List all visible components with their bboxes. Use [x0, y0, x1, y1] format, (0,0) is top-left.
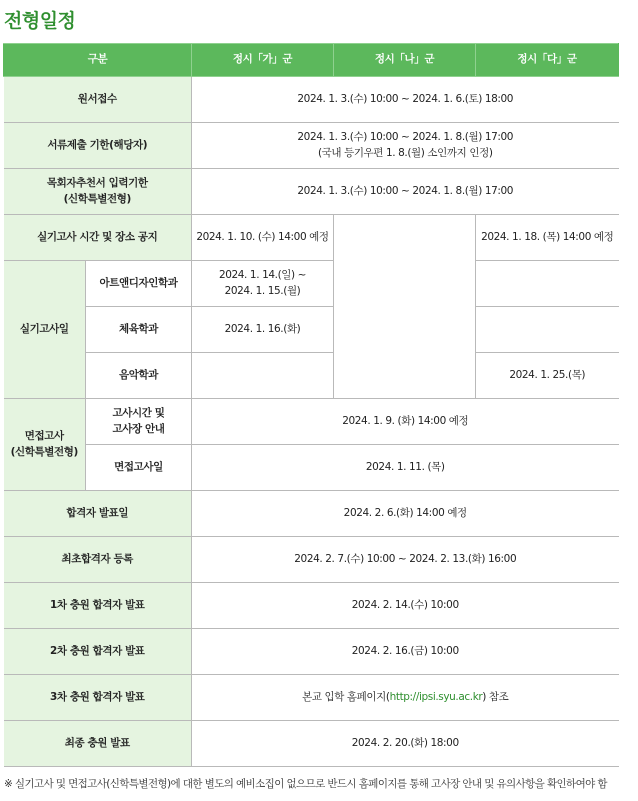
interview-notice-value: 2024. 1. 9. (화) 14:00 예정	[192, 399, 619, 445]
sub-label-interview-notice	[86, 399, 192, 445]
additional3-suffix: ) 참조	[482, 690, 509, 703]
row-label-practical-exam: 실기고사일	[4, 261, 86, 399]
interview-label-line2: (신학특별전형)	[10, 445, 78, 458]
pastor-label-line1: 목회자추천서 입력기한	[46, 177, 148, 190]
music-ga	[192, 353, 334, 399]
row-label-additional2: 2차 충원 합격자 발표	[4, 629, 192, 675]
sub-label-pe: 체육학과	[86, 307, 192, 353]
art-design-ga-line1: 2024. 1. 14.(일) ~	[218, 269, 307, 282]
pe-da	[476, 307, 619, 353]
header-ga: 정시「가」군	[192, 44, 334, 77]
homepage-link[interactable]: http://ipsi.syu.ac.kr	[389, 690, 483, 703]
row-label-additional3: 3차 충원 합격자 발표	[4, 675, 192, 721]
row-value-pastor: 2024. 1. 3.(수) 10:00 ~ 2024. 1. 8.(월) 17:00	[192, 169, 619, 215]
interview-day-value: 2024. 1. 11. (목)	[192, 445, 619, 491]
row-value-announcement: 2024. 2. 6.(화) 14:00 예정	[192, 491, 619, 537]
page-title: 전형일정	[4, 10, 76, 32]
row-label-application: 원서접수	[4, 77, 192, 123]
header-na: 정시「나」군	[334, 44, 476, 77]
practical-notice-da: 2024. 1. 18. (목) 14:00 예정	[476, 215, 619, 261]
header-category: 구분	[4, 44, 192, 77]
practical-notice-ga: 2024. 1. 10. (수) 14:00 예정	[192, 215, 334, 261]
table-row	[4, 307, 619, 353]
row-value-registration: 2024. 2. 7.(수) 10:00 ~ 2024. 2. 13.(화) 16:00	[192, 537, 619, 583]
schedule-table	[3, 43, 619, 767]
table-row	[4, 261, 619, 307]
interview-notice-label-line1: 고사시간 및	[112, 407, 165, 420]
pastor-label-line2: (신학특별전형)	[63, 192, 131, 205]
table-row	[4, 123, 619, 169]
art-design-ga-line2: 2024. 1. 15.(월)	[224, 284, 301, 297]
row-label-final: 최종 충원 발표	[4, 721, 192, 767]
documents-postal-note: (국내 등기우편 1. 8.(월) 소인까지 인정)	[317, 146, 493, 159]
table-row	[4, 583, 619, 629]
row-value-additional2: 2024. 2. 16.(금) 10:00	[192, 629, 619, 675]
na-empty-cell	[334, 215, 476, 399]
table-row	[4, 169, 619, 215]
row-value-documents	[192, 123, 619, 169]
row-label-additional1: 1차 충원 합격자 발표	[4, 583, 192, 629]
table-row	[4, 445, 619, 491]
sub-label-art-design: 아트앤디자인학과	[86, 261, 192, 307]
art-design-da	[476, 261, 619, 307]
table-row	[4, 77, 619, 123]
row-label-interview	[4, 399, 86, 491]
row-value-final: 2024. 2. 20.(화) 18:00	[192, 721, 619, 767]
sub-label-interview-day: 면접고사일	[86, 445, 192, 491]
table-row	[4, 675, 619, 721]
table-row	[4, 353, 619, 399]
interview-notice-label-line2: 고사장 안내	[112, 422, 165, 435]
table-row	[4, 491, 619, 537]
sub-label-music: 음악학과	[86, 353, 192, 399]
row-value-additional1: 2024. 2. 14.(수) 10:00	[192, 583, 619, 629]
table-row	[4, 215, 619, 261]
art-design-ga	[192, 261, 334, 307]
music-da: 2024. 1. 25.(목)	[476, 353, 619, 399]
row-value-application: 2024. 1. 3.(수) 10:00 ~ 2024. 1. 6.(토) 18:00	[192, 77, 619, 123]
header-da: 정시「다」군	[476, 44, 619, 77]
row-value-additional3	[192, 675, 619, 721]
additional3-prefix: 본교 입학 홈페이지(	[302, 690, 390, 703]
row-label-practical-notice: 실기고사 시간 및 장소 공지	[4, 215, 192, 261]
row-label-registration: 최초합격자 등록	[4, 537, 192, 583]
documents-deadline-text: 2024. 1. 3.(수) 10:00 ~ 2024. 1. 8.(월) 17:00	[297, 131, 514, 144]
table-row	[4, 629, 619, 675]
footnote: ※ 실기고사 및 면접고사(신학특별전형)에 대한 별도의 예비소집이 없으므로 반드시 홈페이지를 통해 고사장 안내 및 유의사항을 확인하여야 함	[4, 778, 607, 790]
interview-label-line1: 면접고사	[24, 430, 64, 443]
row-label-announcement: 합격자 발표일	[4, 491, 192, 537]
pe-ga: 2024. 1. 16.(화)	[192, 307, 334, 353]
row-label-documents: 서류제출 기한(해당자)	[4, 123, 192, 169]
table-row	[4, 399, 619, 445]
table-row	[4, 537, 619, 583]
table-header-row	[4, 44, 619, 77]
table-row	[4, 721, 619, 767]
row-label-pastor	[4, 169, 192, 215]
